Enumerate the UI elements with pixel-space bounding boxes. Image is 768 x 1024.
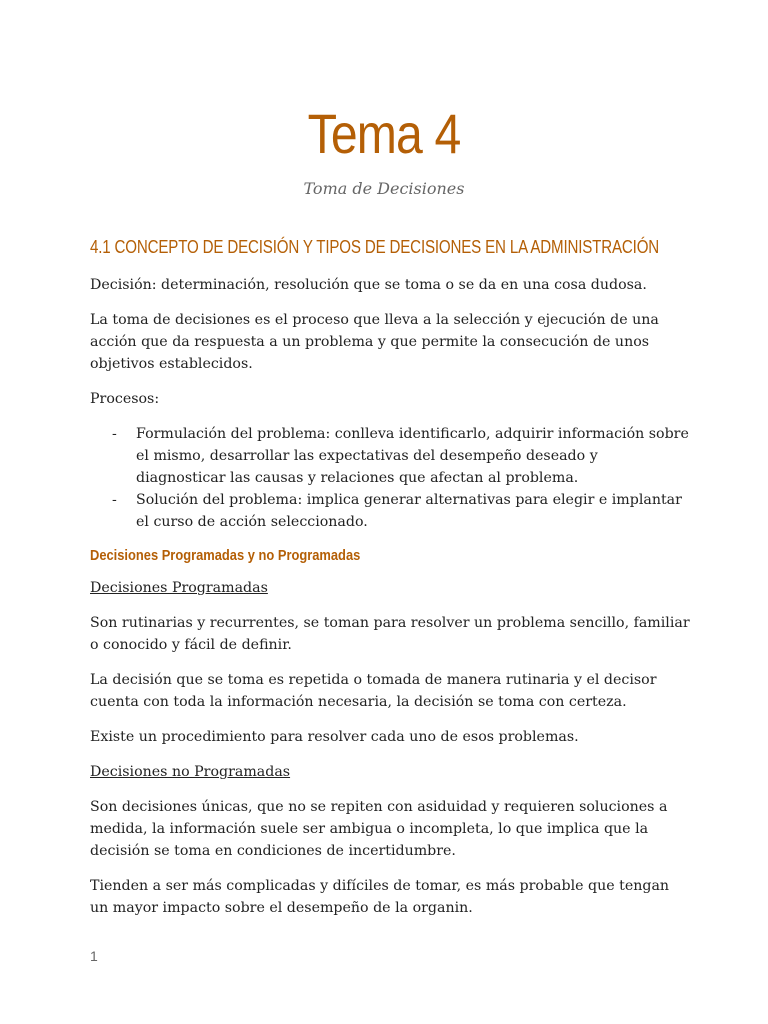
section-heading: 4.1 CONCEPTO DE DECISIÓN Y TIPOS DE DECISIONES EN LA ADMINISTRACIÓN — [90, 237, 660, 257]
nonprogrammed-paragraph-1: Son decisiones únicas, que no se repiten con asiduidad y requieren soluciones a medida, la información suele ser ambigua o incompleta, lo que implica que la decisión se toma en condiciones de incertidumbre. — [90, 799, 668, 859]
programmed-label: Decisiones Programadas — [90, 580, 268, 596]
subsection-heading: Decisiones Programadas y no Programadas — [90, 547, 361, 564]
process-list — [90, 423, 690, 533]
programmed-paragraph-2: La decisión que se toma es repetida o tomada de manera rutinaria y el decisor cuenta con toda la información necesaria, la decisión se toma con certeza. — [90, 672, 657, 710]
processes-label: Procesos: — [90, 391, 160, 407]
document-title: Tema 4 — [307, 102, 461, 165]
document-subtitle: Toma de Decisiones — [303, 179, 465, 198]
document-body — [90, 234, 690, 932]
nonprogrammed-label: Decisiones no Programadas — [90, 764, 291, 780]
page-number: 1 — [90, 948, 98, 964]
bullet-dash: - — [112, 426, 117, 442]
process-paragraph: La toma de decisiones es el proceso que lleva a la selección y ejecución de una acción que da respuesta a un problema y que permite la consecución de unos objetivos establecidos. — [90, 312, 659, 372]
list-item — [90, 489, 690, 533]
list-item-text: Formulación del problema: conlleva identificarlo, adquirir información sobre el mismo, desarrollar las expectativas del desempeño deseado y diagnosticar las causas y relaciones que afectan al problema. — [136, 426, 689, 486]
bullet-dash: - — [112, 492, 117, 508]
list-item — [90, 423, 690, 489]
definition-paragraph: Decisión: determinación, resolución que se toma o se da en una cosa dudosa. — [90, 277, 647, 293]
nonprogrammed-paragraph-2: Tienden a ser más complicadas y difíciles de tomar, es más probable que tengan un mayor impacto sobre el desempeño de la organin. — [90, 878, 670, 916]
programmed-paragraph-1: Son rutinarias y recurrentes, se toman para resolver un problema sencillo, familiar o conocido y fácil de definir. — [90, 615, 690, 653]
programmed-paragraph-3: Existe un procedimiento para resolver cada uno de esos problemas. — [90, 729, 579, 745]
list-item-text: Solución del problema: implica generar alternativas para elegir e implantar el curso de acción seleccionado. — [136, 492, 682, 530]
